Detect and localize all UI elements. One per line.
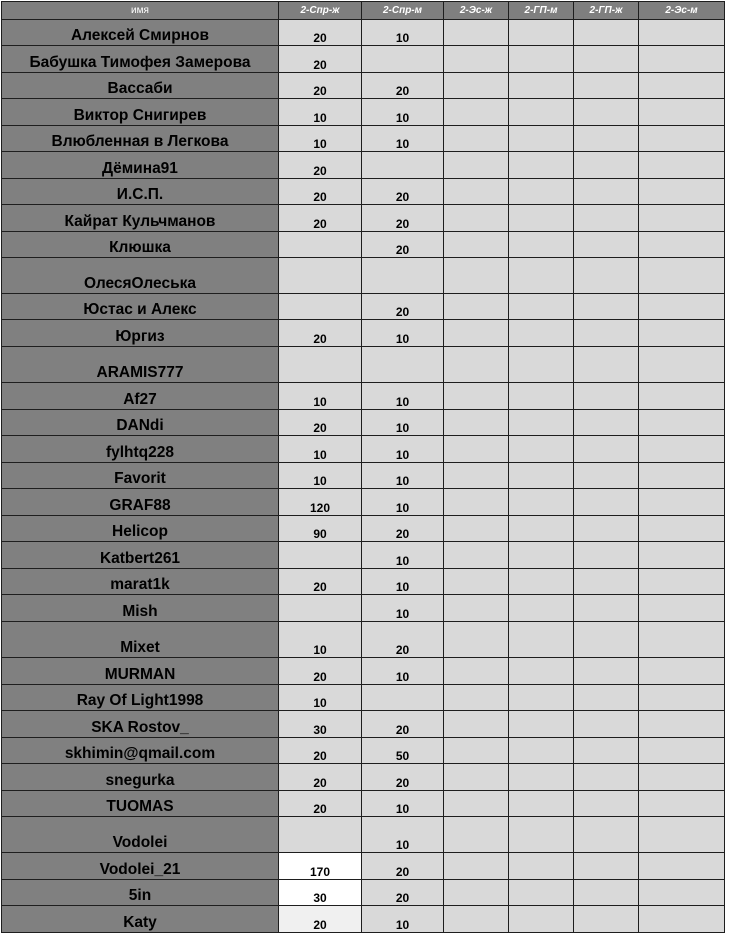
score-cell[interactable] — [574, 410, 639, 436]
score-cell[interactable]: 10 — [362, 489, 444, 516]
score-cell[interactable] — [444, 436, 509, 463]
score-cell[interactable]: 10 — [362, 99, 444, 126]
score-cell[interactable] — [509, 258, 574, 294]
player-name-cell[interactable]: Af27 — [2, 383, 279, 410]
score-cell[interactable] — [509, 489, 574, 516]
player-name-cell[interactable]: Helicop — [2, 516, 279, 542]
score-cell[interactable]: 120 — [279, 489, 362, 516]
score-cell[interactable] — [509, 46, 574, 73]
score-cell[interactable] — [509, 152, 574, 179]
score-cell[interactable]: 10 — [279, 436, 362, 463]
score-cell[interactable] — [509, 205, 574, 232]
table-row — [2, 383, 725, 410]
score-cell[interactable] — [574, 436, 639, 463]
player-name-cell[interactable]: marat1k — [2, 569, 279, 595]
score-cell[interactable] — [279, 258, 362, 294]
score-cell[interactable] — [444, 906, 509, 933]
score-cell[interactable] — [574, 179, 639, 205]
player-name-cell[interactable]: Mish — [2, 595, 279, 622]
player-name-cell[interactable]: Вассаби — [2, 73, 279, 99]
score-cell[interactable] — [509, 320, 574, 347]
score-cell[interactable]: 10 — [279, 685, 362, 711]
score-cell[interactable]: 20 — [362, 711, 444, 738]
score-cell[interactable] — [639, 685, 725, 711]
score-cell[interactable]: 10 — [362, 569, 444, 595]
score-cell[interactable] — [509, 436, 574, 463]
score-cell[interactable]: 10 — [279, 463, 362, 489]
score-cell[interactable] — [444, 711, 509, 738]
player-name-cell[interactable]: snegurka — [2, 764, 279, 791]
table-row — [2, 258, 725, 294]
table-row — [2, 347, 725, 383]
score-cell[interactable]: 10 — [279, 99, 362, 126]
score-cell[interactable]: 10 — [362, 383, 444, 410]
score-cell[interactable] — [444, 622, 509, 658]
score-cell[interactable]: 20 — [279, 410, 362, 436]
player-name-cell[interactable]: Алексей Смирнов — [2, 20, 279, 46]
score-cell[interactable] — [574, 622, 639, 658]
score-cell[interactable] — [574, 853, 639, 880]
score-cell[interactable] — [444, 205, 509, 232]
score-cell[interactable] — [362, 347, 444, 383]
score-cell[interactable]: 10 — [279, 383, 362, 410]
score-cell[interactable] — [444, 99, 509, 126]
score-cell[interactable] — [444, 595, 509, 622]
score-cell[interactable] — [574, 46, 639, 73]
player-name-cell[interactable]: ОлесяОлеська — [2, 258, 279, 294]
score-cell[interactable] — [639, 232, 725, 258]
score-cell[interactable] — [444, 463, 509, 489]
score-cell[interactable] — [509, 622, 574, 658]
table-row — [2, 294, 725, 320]
table-row — [2, 880, 725, 906]
table-row — [2, 20, 725, 46]
score-cell[interactable] — [444, 880, 509, 906]
score-cell[interactable] — [574, 463, 639, 489]
score-cell[interactable] — [362, 258, 444, 294]
score-cell[interactable]: 20 — [279, 791, 362, 817]
score-cell[interactable] — [509, 791, 574, 817]
table-row — [2, 906, 725, 933]
score-cell[interactable] — [639, 73, 725, 99]
score-cell[interactable] — [444, 791, 509, 817]
score-cell[interactable] — [639, 126, 725, 152]
player-name-cell[interactable]: fylhtq228 — [2, 436, 279, 463]
score-cell[interactable] — [444, 126, 509, 152]
score-cell[interactable]: 10 — [362, 436, 444, 463]
score-cell[interactable] — [639, 205, 725, 232]
score-cell[interactable]: 20 — [279, 738, 362, 764]
table-row — [2, 542, 725, 569]
score-cell[interactable]: 10 — [279, 622, 362, 658]
score-cell[interactable] — [574, 320, 639, 347]
score-cell[interactable] — [509, 347, 574, 383]
score-cell[interactable]: 10 — [362, 791, 444, 817]
score-cell[interactable] — [444, 320, 509, 347]
table-row — [2, 152, 725, 179]
score-cell[interactable] — [574, 764, 639, 791]
score-cell[interactable] — [509, 410, 574, 436]
score-cell[interactable] — [574, 20, 639, 46]
table-row — [2, 738, 725, 764]
score-cell[interactable] — [574, 73, 639, 99]
score-cell[interactable] — [639, 347, 725, 383]
score-cell[interactable] — [509, 179, 574, 205]
score-cell[interactable] — [639, 738, 725, 764]
score-cell[interactable]: 10 — [362, 410, 444, 436]
score-cell[interactable] — [574, 817, 639, 853]
table-row — [2, 791, 725, 817]
score-cell[interactable] — [444, 20, 509, 46]
score-cell[interactable] — [279, 294, 362, 320]
score-cell[interactable] — [509, 294, 574, 320]
score-cell[interactable] — [639, 764, 725, 791]
player-name-cell[interactable]: Дёмина91 — [2, 152, 279, 179]
score-cell[interactable] — [574, 595, 639, 622]
score-cell[interactable] — [509, 906, 574, 933]
score-cell[interactable]: 20 — [362, 205, 444, 232]
table-row — [2, 658, 725, 685]
player-name-cell[interactable]: SKA Rostov_ — [2, 711, 279, 738]
score-cell[interactable] — [444, 817, 509, 853]
score-cell[interactable] — [279, 347, 362, 383]
score-cell[interactable]: 20 — [362, 179, 444, 205]
table-row — [2, 853, 725, 880]
table-row — [2, 569, 725, 595]
score-cell[interactable] — [444, 410, 509, 436]
table-row — [2, 410, 725, 436]
score-cell[interactable]: 20 — [279, 320, 362, 347]
score-cell[interactable]: 10 — [362, 595, 444, 622]
score-cell[interactable] — [639, 436, 725, 463]
table-row — [2, 179, 725, 205]
score-cell[interactable]: 20 — [279, 658, 362, 685]
table-row — [2, 46, 725, 73]
table-row — [2, 463, 725, 489]
score-cell[interactable] — [444, 569, 509, 595]
score-cell[interactable] — [444, 258, 509, 294]
score-cell[interactable] — [509, 817, 574, 853]
score-cell[interactable] — [509, 20, 574, 46]
score-cell[interactable]: 10 — [362, 658, 444, 685]
score-cell[interactable] — [639, 20, 725, 46]
score-cell[interactable]: 20 — [279, 46, 362, 73]
score-cell[interactable] — [362, 685, 444, 711]
score-cell[interactable] — [444, 232, 509, 258]
score-cell[interactable]: 20 — [362, 73, 444, 99]
player-name-cell[interactable]: Клюшка — [2, 232, 279, 258]
score-cell[interactable] — [639, 880, 725, 906]
score-cell[interactable] — [279, 542, 362, 569]
player-name-cell[interactable]: Бабушка Тимофея Замерова — [2, 46, 279, 73]
score-cell[interactable] — [444, 658, 509, 685]
score-cell[interactable] — [639, 99, 725, 126]
score-cell[interactable]: 20 — [362, 764, 444, 791]
table-row — [2, 622, 725, 658]
score-cell[interactable] — [574, 232, 639, 258]
score-cell[interactable] — [509, 383, 574, 410]
player-name-cell[interactable]: DANdi — [2, 410, 279, 436]
score-cell[interactable]: 10 — [362, 320, 444, 347]
table-row — [2, 436, 725, 463]
score-cell[interactable]: 10 — [362, 906, 444, 933]
player-name-cell[interactable]: Katy — [2, 906, 279, 933]
score-cell[interactable] — [639, 46, 725, 73]
score-cell[interactable] — [509, 738, 574, 764]
score-cell[interactable]: 10 — [362, 463, 444, 489]
player-name-cell[interactable]: 5in — [2, 880, 279, 906]
score-cell[interactable] — [574, 906, 639, 933]
score-cell[interactable] — [362, 152, 444, 179]
player-name-cell[interactable]: skhimin@qmail.com — [2, 738, 279, 764]
table-row — [2, 711, 725, 738]
score-cell[interactable]: 20 — [279, 906, 362, 933]
score-cell[interactable] — [279, 232, 362, 258]
score-cell[interactable] — [444, 685, 509, 711]
score-cell[interactable] — [574, 347, 639, 383]
score-cell[interactable] — [509, 764, 574, 791]
player-name-cell[interactable]: MURMAN — [2, 658, 279, 685]
table-row — [2, 685, 725, 711]
score-cell[interactable] — [574, 205, 639, 232]
score-cell[interactable] — [444, 73, 509, 99]
table-row — [2, 595, 725, 622]
score-cell[interactable]: 30 — [279, 880, 362, 906]
column-header-2es-m[interactable]: 2-Эс-м — [639, 2, 725, 20]
score-cell[interactable]: 20 — [279, 20, 362, 46]
score-cell[interactable] — [509, 880, 574, 906]
score-cell[interactable] — [509, 542, 574, 569]
score-cell[interactable]: 10 — [362, 126, 444, 152]
score-cell[interactable] — [444, 383, 509, 410]
score-cell[interactable] — [444, 516, 509, 542]
score-cell[interactable] — [574, 258, 639, 294]
score-cell[interactable] — [509, 685, 574, 711]
score-cell[interactable]: 20 — [362, 516, 444, 542]
score-cell[interactable] — [639, 489, 725, 516]
score-cell[interactable]: 20 — [279, 764, 362, 791]
score-cell[interactable]: 20 — [362, 232, 444, 258]
score-cell[interactable] — [279, 595, 362, 622]
score-cell[interactable]: 20 — [362, 622, 444, 658]
table-row — [2, 320, 725, 347]
player-name-cell[interactable]: Влюбленная в Легкова — [2, 126, 279, 152]
score-cell[interactable]: 10 — [279, 126, 362, 152]
score-cell[interactable] — [279, 817, 362, 853]
score-cell[interactable] — [574, 711, 639, 738]
score-cell[interactable]: 20 — [279, 569, 362, 595]
score-cell[interactable] — [639, 516, 725, 542]
score-cell[interactable] — [444, 347, 509, 383]
score-cell[interactable] — [444, 738, 509, 764]
column-header-2spr-zh[interactable]: 2-Спр-ж — [279, 2, 362, 20]
column-header-2spr-m[interactable]: 2-Спр-м — [362, 2, 444, 20]
score-cell[interactable] — [574, 569, 639, 595]
score-cell[interactable] — [574, 294, 639, 320]
score-cell[interactable] — [444, 764, 509, 791]
player-name-cell[interactable]: Mixet — [2, 622, 279, 658]
score-cell[interactable] — [639, 622, 725, 658]
column-header-2gp-zh[interactable]: 2-ГП-ж — [574, 2, 639, 20]
column-header-2gp-m[interactable]: 2-ГП-м — [509, 2, 574, 20]
player-name-cell[interactable]: Katbert261 — [2, 542, 279, 569]
score-cell[interactable] — [509, 853, 574, 880]
score-cell[interactable] — [574, 685, 639, 711]
score-cell[interactable] — [639, 320, 725, 347]
score-cell[interactable]: 20 — [279, 179, 362, 205]
score-cell[interactable] — [574, 99, 639, 126]
score-cell[interactable] — [509, 711, 574, 738]
score-cell[interactable] — [444, 294, 509, 320]
column-header-2es-zh[interactable]: 2-Эс-ж — [444, 2, 509, 20]
score-cell[interactable] — [639, 294, 725, 320]
score-cell[interactable] — [509, 595, 574, 622]
score-cell[interactable] — [444, 179, 509, 205]
score-cell[interactable]: 10 — [362, 20, 444, 46]
player-name-cell[interactable]: Vodolei_21 — [2, 853, 279, 880]
score-cell[interactable] — [509, 99, 574, 126]
score-cell[interactable] — [574, 658, 639, 685]
score-cell[interactable] — [574, 542, 639, 569]
score-cell[interactable] — [639, 542, 725, 569]
score-cell[interactable] — [444, 853, 509, 880]
player-name-cell[interactable]: Vodolei — [2, 817, 279, 853]
table-row — [2, 232, 725, 258]
score-cell[interactable] — [509, 73, 574, 99]
score-cell[interactable] — [574, 126, 639, 152]
score-cell[interactable]: 10 — [362, 817, 444, 853]
score-cell[interactable] — [574, 516, 639, 542]
score-cell[interactable] — [574, 738, 639, 764]
score-cell[interactable] — [574, 383, 639, 410]
score-cell[interactable] — [574, 880, 639, 906]
score-cell[interactable] — [639, 383, 725, 410]
player-name-cell[interactable]: ARAMIS777 — [2, 347, 279, 383]
score-cell[interactable] — [639, 410, 725, 436]
score-cell[interactable]: 10 — [362, 542, 444, 569]
score-cell[interactable]: 90 — [279, 516, 362, 542]
player-name-cell[interactable]: Кайрат Кульчманов — [2, 205, 279, 232]
player-name-cell[interactable]: Юстас и Алекс — [2, 294, 279, 320]
score-cell[interactable] — [509, 658, 574, 685]
score-cell[interactable] — [444, 46, 509, 73]
score-cell[interactable] — [639, 906, 725, 933]
score-cell[interactable] — [639, 658, 725, 685]
player-name-cell[interactable]: И.С.П. — [2, 179, 279, 205]
score-cell[interactable] — [362, 46, 444, 73]
score-cell[interactable]: 50 — [362, 738, 444, 764]
score-cell[interactable] — [574, 791, 639, 817]
table-row — [2, 126, 725, 152]
table-row — [2, 489, 725, 516]
table-row — [2, 73, 725, 99]
score-cell[interactable] — [639, 595, 725, 622]
score-cell[interactable] — [639, 711, 725, 738]
score-cell[interactable]: 20 — [362, 853, 444, 880]
score-cell[interactable] — [574, 152, 639, 179]
score-table — [1, 1, 725, 933]
score-cell[interactable] — [639, 791, 725, 817]
player-name-cell[interactable]: Юргиз — [2, 320, 279, 347]
score-cell[interactable] — [639, 853, 725, 880]
player-name-cell[interactable]: Favorit — [2, 463, 279, 489]
score-cell[interactable] — [509, 126, 574, 152]
score-cell[interactable] — [444, 489, 509, 516]
score-cell[interactable]: 170 — [279, 853, 362, 880]
table-row — [2, 99, 725, 126]
player-name-cell[interactable]: Виктор Снигирев — [2, 99, 279, 126]
score-cell[interactable] — [639, 569, 725, 595]
table-row — [2, 205, 725, 232]
score-cell[interactable]: 20 — [279, 73, 362, 99]
table-row — [2, 516, 725, 542]
column-header-name[interactable]: имя — [2, 2, 279, 20]
score-cell[interactable] — [509, 516, 574, 542]
score-cell[interactable] — [509, 232, 574, 258]
score-cell[interactable] — [574, 489, 639, 516]
score-cell[interactable] — [509, 569, 574, 595]
player-name-cell[interactable]: TUOMAS — [2, 791, 279, 817]
score-cell[interactable] — [639, 152, 725, 179]
score-cell[interactable] — [509, 463, 574, 489]
score-cell[interactable] — [639, 463, 725, 489]
score-cell[interactable]: 30 — [279, 711, 362, 738]
score-cell[interactable]: 20 — [362, 880, 444, 906]
score-cell[interactable] — [444, 152, 509, 179]
player-name-cell[interactable]: GRAF88 — [2, 489, 279, 516]
table-row — [2, 817, 725, 853]
score-cell[interactable] — [639, 258, 725, 294]
score-cell[interactable]: 20 — [279, 205, 362, 232]
header-row — [2, 2, 725, 20]
score-cell[interactable] — [444, 542, 509, 569]
player-name-cell[interactable]: Ray Of Light1998 — [2, 685, 279, 711]
score-cell[interactable] — [639, 817, 725, 853]
score-cell[interactable]: 20 — [279, 152, 362, 179]
table-body — [2, 20, 725, 933]
table-row — [2, 764, 725, 791]
score-cell[interactable]: 20 — [362, 294, 444, 320]
score-cell[interactable] — [639, 179, 725, 205]
